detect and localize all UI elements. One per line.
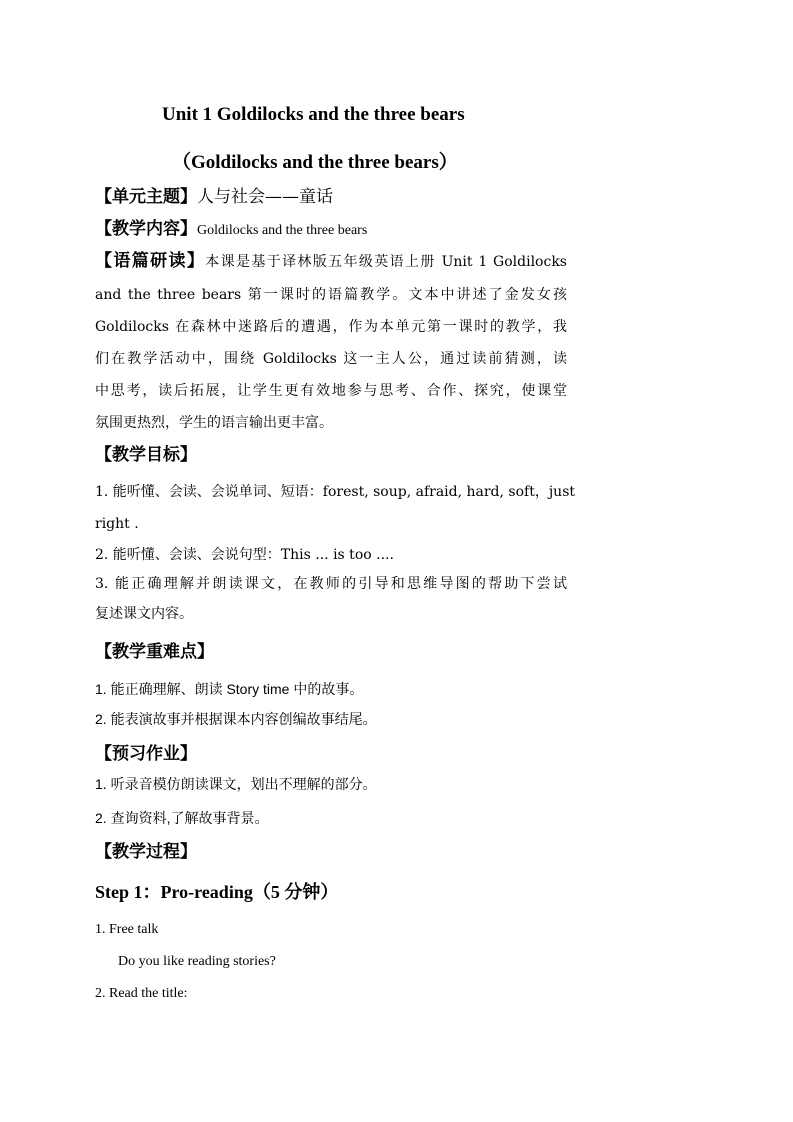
keypoint-item: 1. 能正确理解、朗读 Story time 中的故事。 [95,681,364,697]
content-value: Goldilocks and the three bears [197,223,368,238]
content-row [95,218,367,242]
content-label: 【教学内容】 [95,219,197,239]
keypoint-item: 2. 能表演故事并根据课本内容创编故事结尾。 [95,711,377,727]
objectives-heading: 【教学目标】 [95,445,197,465]
step1-heading: Step 1：Pro-reading（5 分钟） [95,882,339,902]
objective-item: 复述课文内容。 [95,606,193,622]
analysis-line-3: Goldilocks 在森林中迷路后的遭遇，作为本单元第一课时的教学，我 [95,319,567,335]
analysis-text: 本课是基于译林版五年级英语上册 Unit 1 Goldilocks [205,254,567,270]
analysis-label: 【语篇研读】 [95,251,206,271]
process-item: 1. Free talk [95,922,159,937]
objective-item: 1. 能听懂、会读、会说单词、短语：forest, soup, afraid, hard, soft，just [95,484,576,500]
document-title: Unit 1 Goldilocks and the three bears [162,104,465,125]
theme-label: 【单元主题】 [95,187,197,207]
objective-item: right . [95,516,139,532]
document-subtitle: （Goldilocks and the three bears） [172,152,458,173]
process-item: Do you like reading stories? [118,954,276,969]
homework-item: 2. 查询资料,了解故事背景。 [95,810,269,826]
process-heading: 【教学过程】 [95,842,197,862]
keypoints-heading: 【教学重难点】 [95,642,214,662]
homework-item: 1. 听录音模仿朗读课文，划出不理解的部分。 [95,776,377,792]
analysis-line-6: 氛围更热烈，学生的语言输出更丰富。 [95,415,333,431]
theme-value: 人与社会——童话 [197,187,333,207]
theme-row [95,186,333,208]
objective-item: 2. 能听懂、会读、会说句型：This ... is too .... [95,547,394,563]
process-item: 2. Read the title: [95,986,188,1001]
objective-item: 3. 能正确理解并朗读课文，在教师的引导和思维导图的帮助下尝试 [95,576,567,592]
analysis-line-5: 中思考，读后拓展，让学生更有效地参与思考、合作、探究，使课堂 [95,383,567,399]
analysis-line-2: and the three bears 第一课时的语篇教学。文本中讲述了金发女孩 [95,287,567,303]
homework-heading: 【预习作业】 [95,744,197,764]
analysis-line-4: 们在教学活动中，围绕 Goldilocks 这一主人公，通过读前猜测，读 [95,351,567,367]
analysis-line-1 [95,251,567,272]
